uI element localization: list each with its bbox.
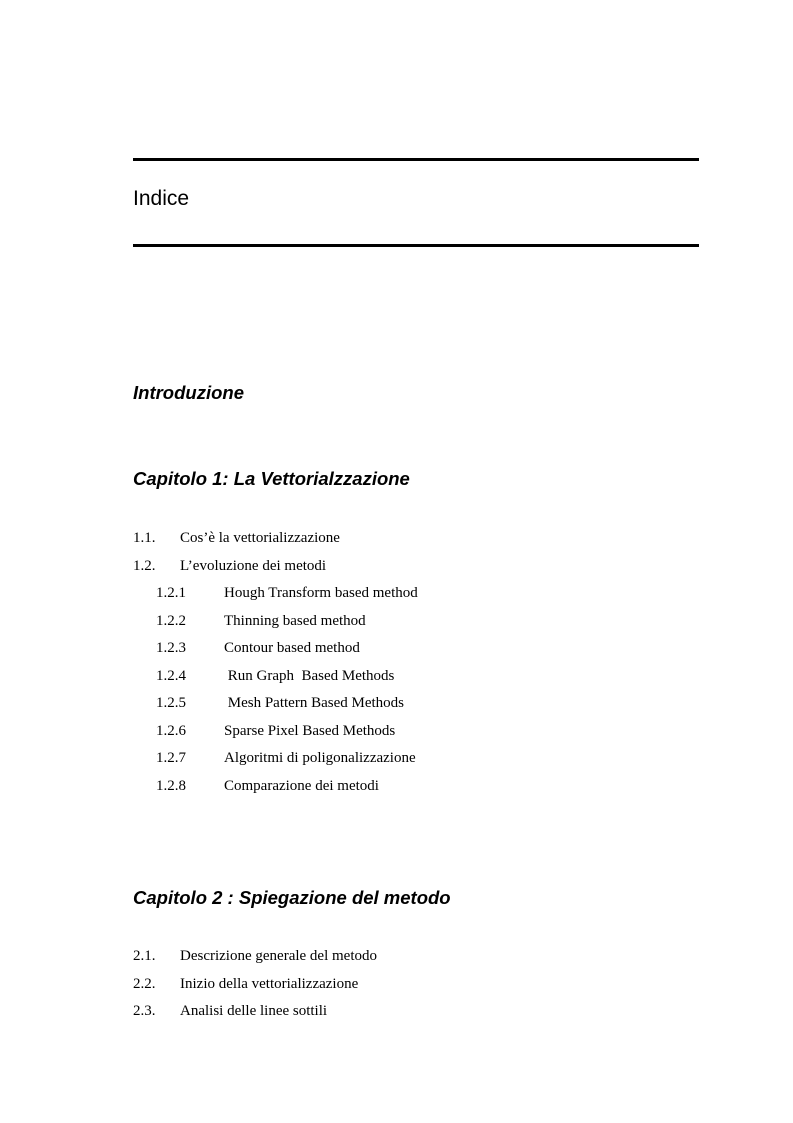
toc-entry-title: Inizio della vettorializzazione xyxy=(180,976,359,992)
toc-entry-number: 1.2. xyxy=(133,558,156,574)
toc-entry-title: Cos’è la vettorializzazione xyxy=(180,530,340,546)
toc-entry-2-1 xyxy=(133,945,377,967)
toc-entry-title: Mesh Pattern Based Methods xyxy=(224,695,404,711)
toc-entry-title: Run Graph Based Methods xyxy=(224,668,395,684)
chapter-1-heading: Capitolo 1: La Vettorialzzazione xyxy=(133,468,410,489)
toc-entry-title: Sparse Pixel Based Methods xyxy=(224,723,396,739)
toc-entry-title: Algoritmi di poligonalizzazione xyxy=(224,750,416,766)
toc-entry-title: Analisi delle linee sottili xyxy=(180,1003,328,1019)
chapter-2-heading: Capitolo 2 : Spiegazione del metodo xyxy=(133,887,451,908)
toc-entry-title: Contour based method xyxy=(224,640,360,656)
toc-entry-1-1 xyxy=(133,527,340,549)
toc-entry-1-2-6 xyxy=(156,720,396,742)
toc-entry-number: 1.2.1 xyxy=(156,585,186,601)
toc-entry-title: L’evoluzione dei metodi xyxy=(180,558,327,574)
toc-entry-number: 1.2.2 xyxy=(156,613,186,629)
toc-entry-number: 2.3. xyxy=(133,1003,156,1019)
toc-entry-title: Hough Transform based method xyxy=(224,585,418,601)
toc-entry-number: 2.2. xyxy=(133,976,156,992)
toc-entry-1-2-4 xyxy=(156,665,395,687)
toc-entry-number: 1.2.5 xyxy=(156,695,186,711)
toc-entry-title: Comparazione dei metodi xyxy=(224,778,379,794)
page-title: Indice xyxy=(133,187,190,210)
toc-entry-1-2 xyxy=(133,555,327,577)
toc-entry-2-2 xyxy=(133,973,359,995)
toc-entry-1-2-1 xyxy=(156,582,418,604)
toc-entry-1-2-8 xyxy=(156,775,379,797)
toc-entry-number: 1.2.3 xyxy=(156,640,186,656)
toc-entry-number: 1.2.6 xyxy=(156,723,186,739)
toc-entry-number: 1.1. xyxy=(133,530,156,546)
toc-entry-number: 2.1. xyxy=(133,948,156,964)
toc-entry-2-3 xyxy=(133,1000,328,1022)
toc-entry-number: 1.2.8 xyxy=(156,778,186,794)
toc-entry-1-2-5 xyxy=(156,692,404,714)
toc-entry-1-2-3 xyxy=(156,637,360,659)
toc-entry-title: Thinning based method xyxy=(224,613,366,629)
title-bottom-rule xyxy=(133,244,699,247)
toc-entry-title: Descrizione generale del metodo xyxy=(180,948,377,964)
toc-entry-1-2-2 xyxy=(156,610,366,632)
title-top-rule xyxy=(133,158,699,161)
toc-entry-number: 1.2.7 xyxy=(156,750,186,766)
introduction-heading: Introduzione xyxy=(133,382,244,403)
toc-entry-number: 1.2.4 xyxy=(156,668,186,684)
toc-entry-1-2-7 xyxy=(156,747,416,769)
